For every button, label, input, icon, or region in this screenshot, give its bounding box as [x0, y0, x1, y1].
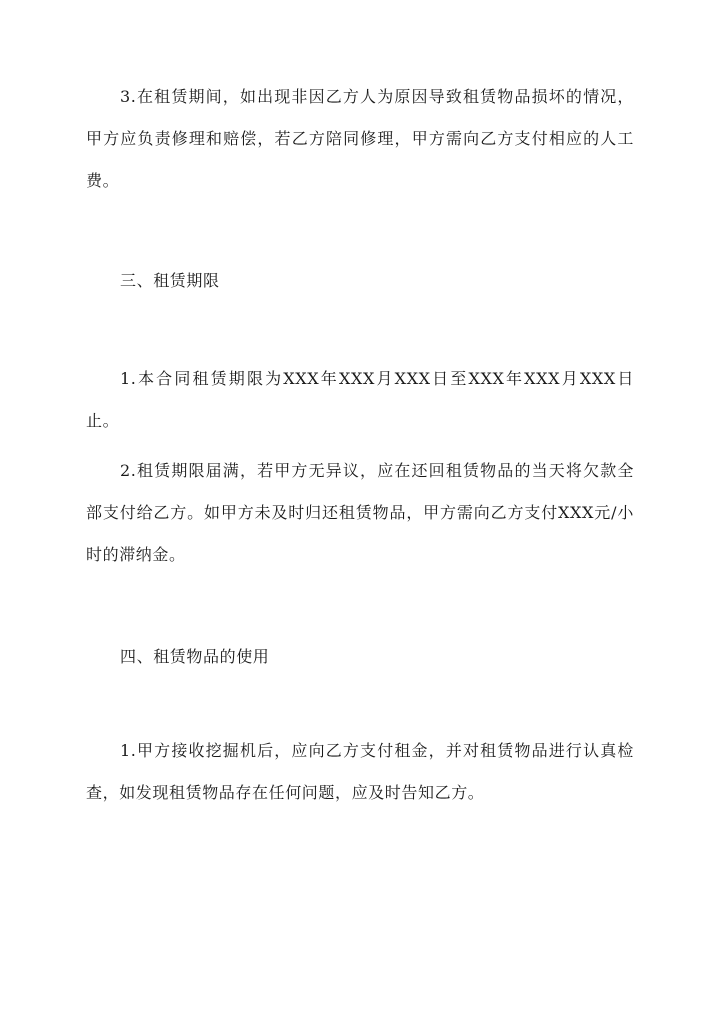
clause-paragraph-lease-period: 1.本合同租赁期限为XXX年XXX月XXX日至XXX年XXX月XXX日止。 — [86, 369, 634, 430]
section-heading-lease-term: 三、租赁期限 — [120, 271, 220, 290]
section-heading-item-usage: 四、租赁物品的使用 — [120, 647, 270, 666]
clause-paragraph-inspection: 1.甲方接收挖掘机后，应向乙方支付租金，并对租赁物品进行认真检查，如发现租赁物品存在任何问题，应及时告知乙方。 — [86, 741, 634, 802]
clause-paragraph-repair-liability: 3.在租赁期间，如出现非因乙方人为原因导致租赁物品损坏的情况，甲方应负责修理和赔偿，若乙方陪同修理，甲方需向乙方支付相应的人工费。 — [86, 87, 634, 190]
clause-paragraph-expiry-payment: 2.租赁期限届满，若甲方无异议，应在还回租赁物品的当天将欠款全部支付给乙方。如甲方未及时归还租赁物品，甲方需向乙方支付XXX元/小时的滞纳金。 — [86, 461, 634, 564]
